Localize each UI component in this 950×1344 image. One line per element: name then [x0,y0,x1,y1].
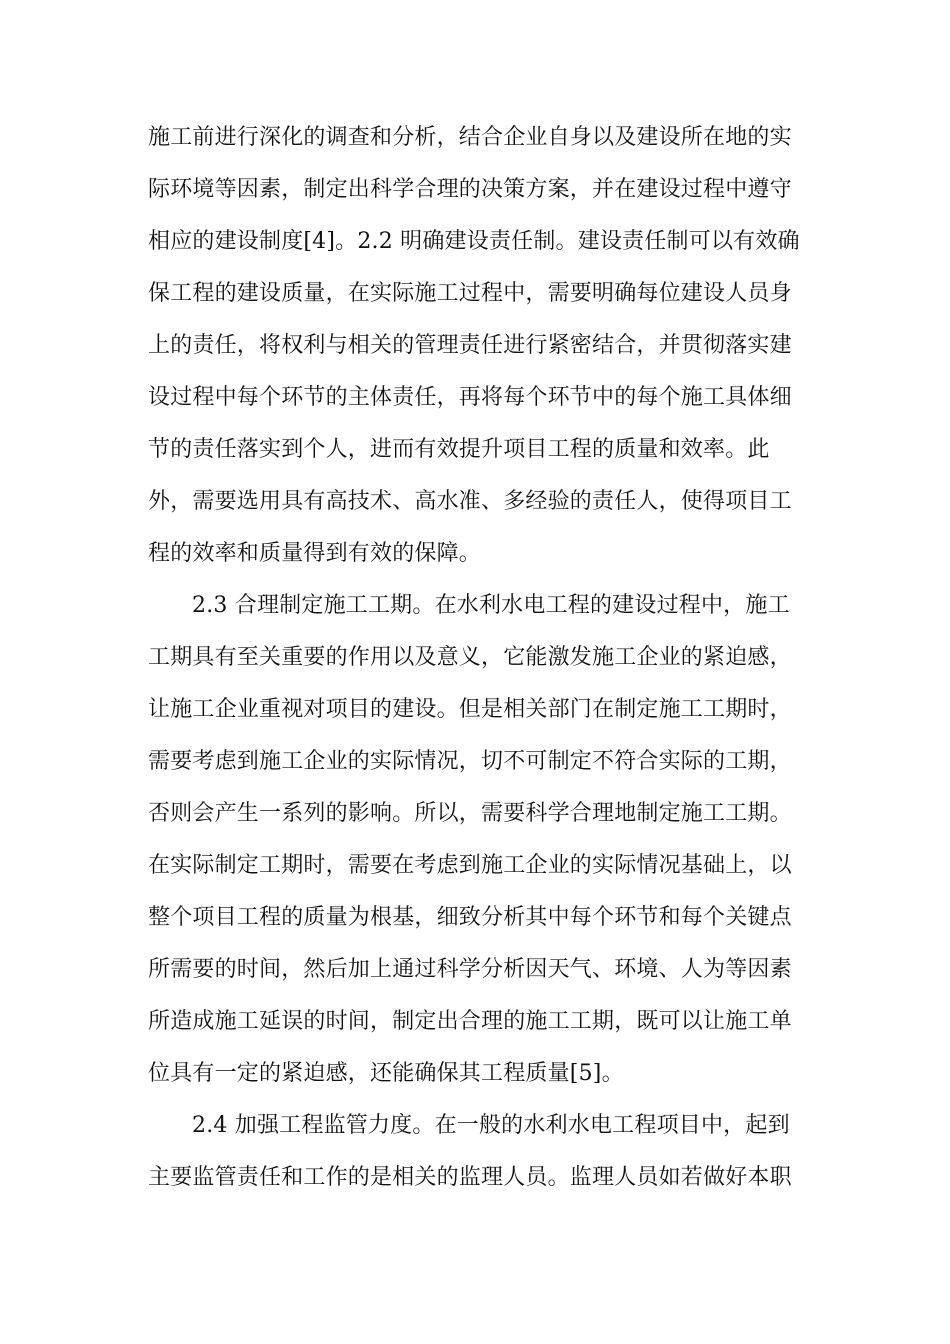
text-line: 主要监管责任和工作的是相关的监理人员。监理人员如若做好本职 [148,1165,792,1190]
text-line: 外，需要选用具有高技术、高水准、多经验的责任人，使得项目工 [148,489,792,514]
text-line: 否则会产生一系列的影响。所以，需要科学合理地制定施工工期。 [148,801,792,826]
text-line: 让施工企业重视对项目的建设。但是相关部门在制定施工工期时， [148,697,792,722]
text-line: 上的责任，将权利与相关的管理责任进行紧密结合，并贯彻落实建 [148,333,792,358]
text-line: 设过程中每个环节的主体责任，再将每个环节中的每个施工具体细 [148,385,792,410]
text-line: 相应的建设制度[4]。2.2 明确建设责任制。建设责任制可以有效确 [148,229,800,254]
text-line: 际环境等因素，制定出科学合理的决策方案，并在建设过程中遵守 [148,177,792,202]
text-line: 位具有一定的紧迫感，还能确保其工程质量[5]。 [148,1061,624,1086]
paragraph-first-line: 2.3 合理制定施工工期。在水利水电工程的建设过程中，施工 [192,593,790,618]
text-line: 节的责任落实到个人，进而有效提升项目工程的质量和效率。此 [148,437,770,462]
text-line: 所造成施工延误的时间，制定出合理的施工工期，既可以让施工单 [148,1009,792,1034]
text-line: 保工程的建设质量，在实际施工过程中，需要明确每位建设人员身 [148,281,792,306]
paragraph-first-line: 2.4 加强工程监管力度。在一般的水利水电工程项目中，起到 [192,1113,790,1138]
text-line: 所需要的时间，然后加上通过科学分析因天气、环境、人为等因素 [148,957,792,982]
text-line: 在实际制定工期时，需要在考虑到施工企业的实际情况基础上，以 [148,853,792,878]
text-line: 工期具有至关重要的作用以及意义，它能激发施工企业的紧迫感， [148,645,792,670]
text-line: 施工前进行深化的调查和分析，结合企业自身以及建设所在地的实 [148,125,792,150]
text-line: 程的效率和质量得到有效的保障。 [148,541,482,566]
text-line: 整个项目工程的质量为根基，细致分析其中每个环节和每个关键点 [148,905,792,930]
text-line: 需要考虑到施工企业的实际情况，切不可制定不符合实际的工期， [148,749,792,774]
